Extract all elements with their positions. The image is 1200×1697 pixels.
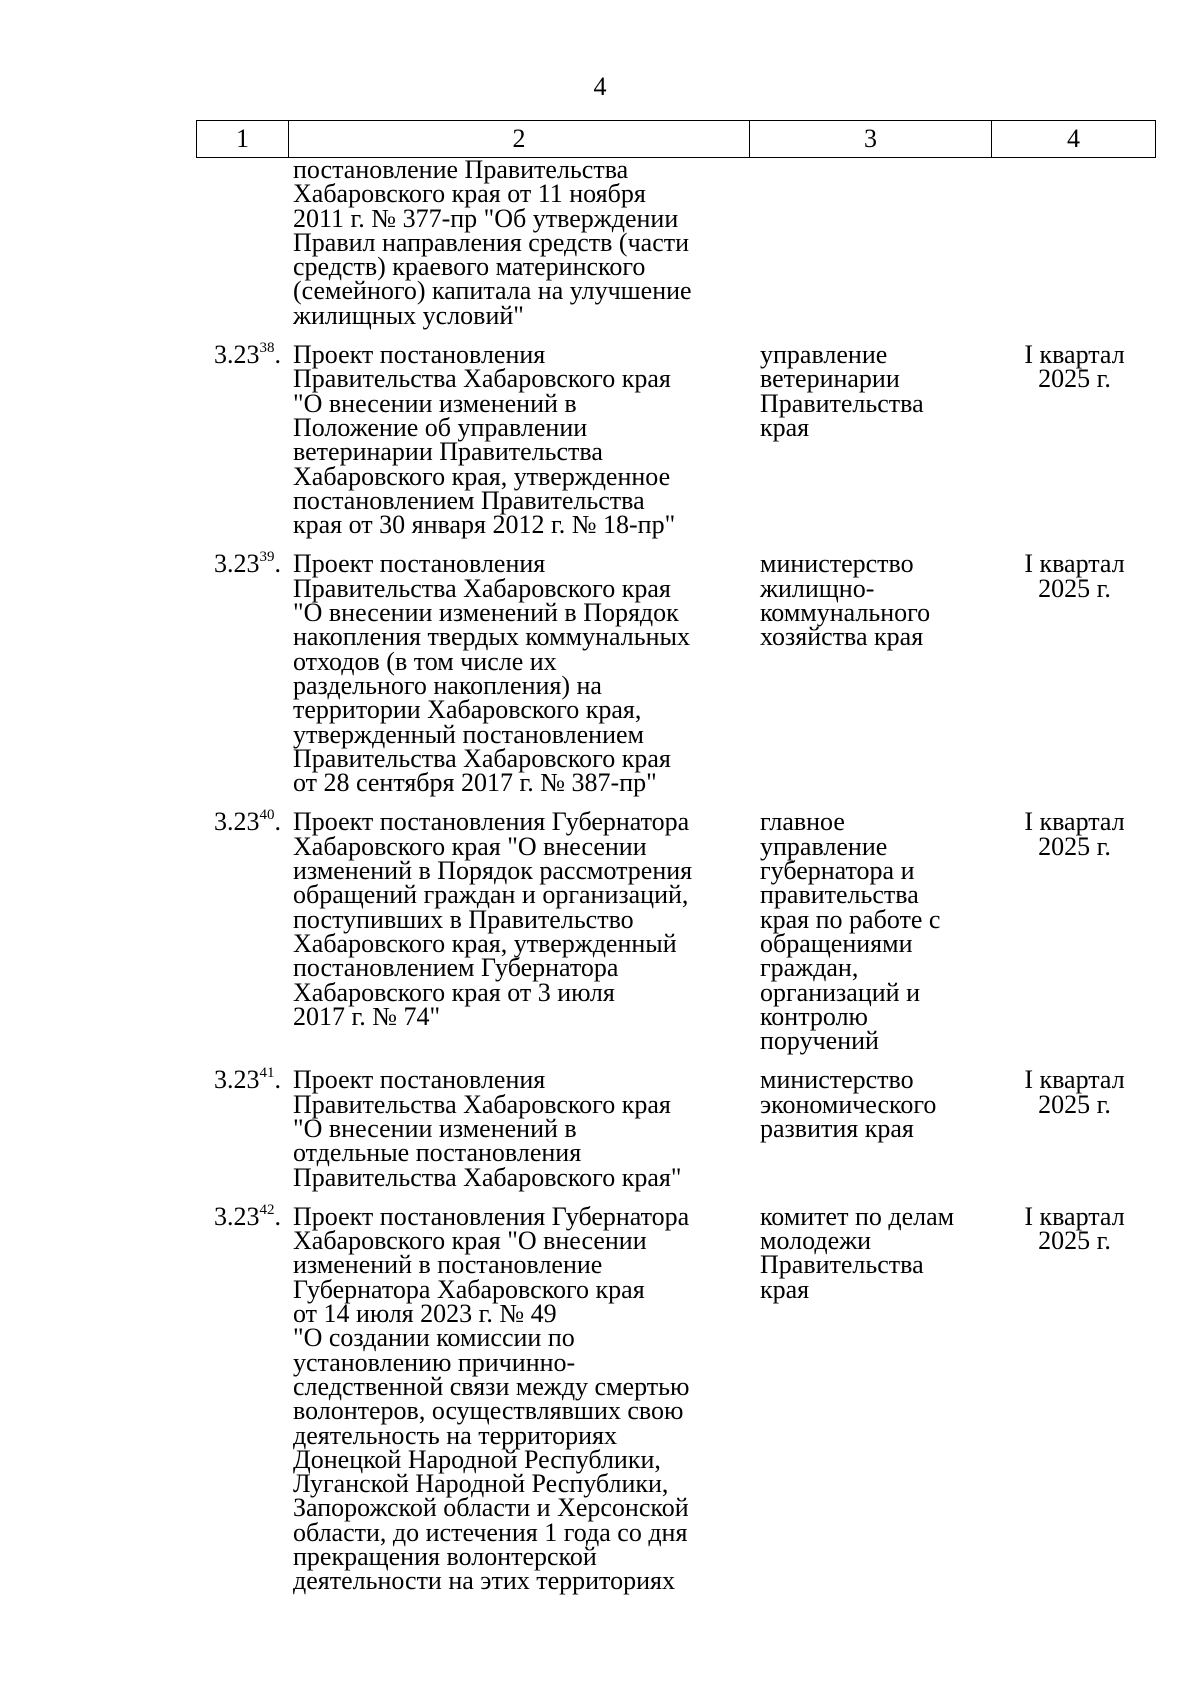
item-term: I квартал 2025 г. (1024, 549, 1125, 603)
table-row (196, 155, 1156, 330)
item-responsible: министерство экономического развития края (760, 1065, 937, 1143)
item-term: I квартал 2025 г. (1024, 1201, 1125, 1256)
table-row (196, 549, 1156, 798)
item-description: Проект постановления Правительства Хабаровского края "О внесении изменений в Порядок накопления твердых коммунальных отходов (в том числе их раздельного накопления) на территории Хабаровского края, утвержденный постановлением Правительства Хабаровского края от 28 сентября 2017 г. № 387-пр" (293, 549, 690, 798)
item-responsible: главное управление губернатора и правительства края по работе с обращениями граждан, организаций и контролю поручений (760, 807, 941, 1056)
header-cell-1: 1 (197, 121, 289, 157)
table-row (196, 807, 1156, 1056)
item-term: I квартал 2025 г. (1024, 807, 1125, 861)
item-number: 3.23$^{38}$. (214, 340, 281, 370)
item-responsible: комитет по делам молодежи Правительства края (760, 1201, 955, 1304)
table-row (196, 1065, 1156, 1192)
item-number: 3.23$^{42}$. (214, 1201, 281, 1231)
item-description: Проект постановления Губернатора Хабаровского края "О внесении изменений в Порядок рассмотрения обращений граждан и организаций, поступивших в Правительство Хабаровского края, утвержденный постановлением Губернатора Хабаровского края от 3 июля 2017 г. № 74" (293, 807, 693, 1031)
item-responsible: министерство жилищно- коммунального хозяйства края (760, 549, 931, 652)
table-body (196, 155, 1156, 1609)
item-term (991, 158, 1156, 328)
item-number: 3.23$^{39}$. (214, 549, 281, 579)
table-header (196, 120, 1156, 158)
item-number: 3.23$^{41}$. (214, 1065, 281, 1095)
item-description: Проект постановления Губернатора Хабаровского края "О внесении изменений в постановление Губернатора Хабаровского края от 14 июля 2023 г. № 49 "О создании комиссии по установлению причинно- следственной связи между смертью волонтеров, осуществлявших свою деятельность на территориях Донецкой Народной Республики, Луганской Народной Республики, Запорожской области и Херсонской области, до истечения 1 года со дня прекращения волонтерской деятельности на этих территориях (293, 1201, 690, 1596)
item-description: Проект постановления Правительства Хабаровского края "О внесении изменений в Положение об управлении ветеринарии Правительства Хабаровского края, утвержденное постановлением Правительства края от 30 января 2012 г. № 18-пр" (293, 340, 676, 540)
item-description: постановление Правительства Хабаровского края от 11 ноября 2011 г. № 377-пр "Об утверждении Правил направления средств (части средств) краевого материнского (семейного) капитала на улучшение жилищных условий" (293, 155, 692, 330)
item-term: I квартал 2025 г. (1024, 340, 1125, 394)
item-term: I квартал 2025 г. (1024, 1065, 1125, 1119)
item-description: Проект постановления Правительства Хабаровского края "О внесении изменений в отдельные постановления Правительства Хабаровского края" (293, 1065, 682, 1192)
header-cell-3: 3 (750, 121, 992, 157)
header-cell-2: 2 (289, 121, 750, 157)
table-row (196, 340, 1156, 540)
header-cell-4: 4 (1067, 124, 1080, 153)
item-number (196, 158, 288, 328)
item-responsible: управление ветеринарии Правительства края (760, 340, 924, 442)
item-number: 3.23$^{40}$. (214, 807, 281, 837)
item-responsible (749, 158, 991, 328)
page-number: 4 (593, 72, 607, 101)
table-row (196, 1201, 1156, 1596)
